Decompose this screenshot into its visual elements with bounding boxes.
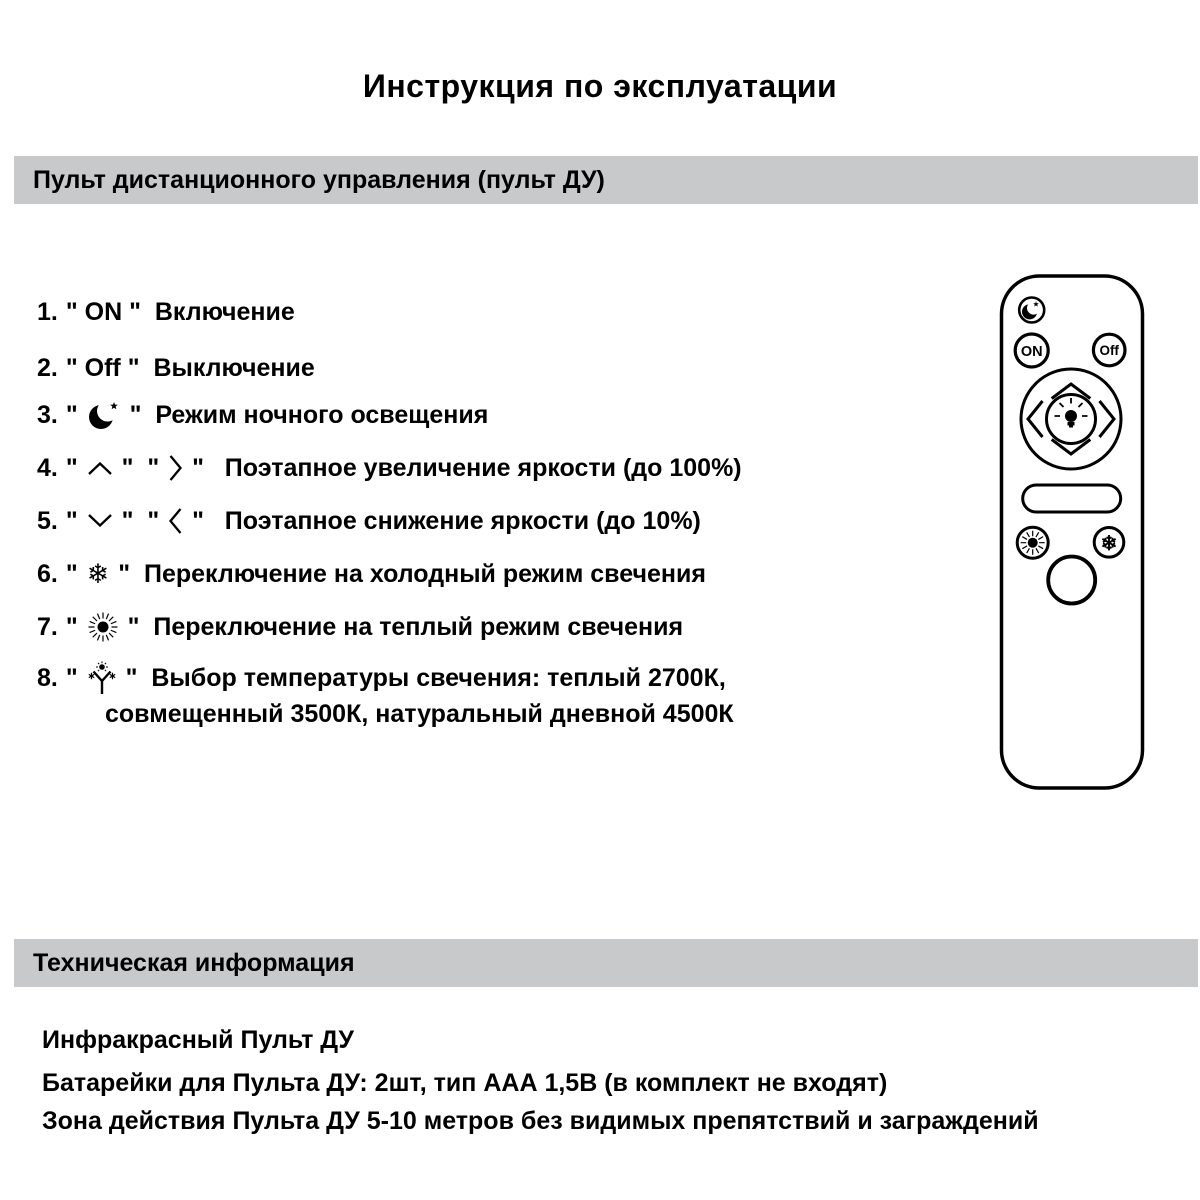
list-item-2 [37, 352, 315, 384]
snowflake-icon: ❄ [1100, 532, 1118, 555]
list-item-text: " ON " Включение [65, 297, 295, 326]
list-item-text: " Off " Выключение [65, 353, 315, 382]
list-item-text: " [65, 506, 85, 535]
warm-sun-icon [87, 611, 119, 643]
svg-text:ON: ON [1020, 344, 1043, 360]
list-item-text: " " [114, 506, 167, 535]
list-item-text: " Поэтапное увеличение яркости (до 100%) [185, 453, 742, 482]
list-item-number: 2. [37, 353, 58, 382]
list-item-text: " [65, 612, 85, 641]
list-item-text: " Поэтапное снижение яркости (до 10%) [185, 506, 701, 535]
list-item-6 [37, 558, 706, 590]
list-item-8 [37, 662, 734, 729]
list-item-text: " Переключение на теплый режим свечения [120, 612, 684, 641]
list-item-number: 3. [37, 400, 58, 429]
tech-info-line-1: Инфракрасный Пульт ДУ [42, 1026, 354, 1054]
list-item-text: " Режим ночного освещения [122, 400, 489, 429]
tech-info-line-3: Зона действия Пульта ДУ 5-10 метров без видимых препятствий и заграждений [42, 1107, 1039, 1135]
list-item-3 [37, 399, 488, 431]
remote-warm-mode-button [1017, 527, 1048, 558]
chevron-right-icon [168, 454, 183, 482]
list-item-number: 7. [37, 612, 58, 641]
section-header-tech [14, 939, 1198, 987]
tech-info-line-2: Батарейки для Пульта ДУ: 2шт, тип ААА 1,5В (в комплект не входят) [42, 1069, 888, 1097]
list-item-text: " [65, 559, 85, 588]
list-item-number: 1. [37, 297, 58, 326]
section-header-remote-label: Пульт дистанционного управления (пульт ДУ) [33, 165, 605, 194]
list-item-4 [37, 452, 742, 484]
list-item-text: " " [114, 453, 167, 482]
temp-select-icon [87, 661, 117, 695]
snowflake-icon: ❄ [86, 558, 110, 590]
list-item-number: 6. [37, 559, 58, 588]
list-item-text: " Переключение на холодный режим свечения [111, 559, 706, 588]
night-mode-icon [87, 399, 121, 431]
list-item-1 [37, 296, 295, 328]
page-title: Инструкция по эксплуатации [362, 68, 838, 104]
list-item-5 [37, 505, 701, 537]
chevron-down-icon [87, 513, 113, 529]
list-item-number: 4. [37, 453, 58, 482]
list-item-number: 8. [37, 663, 58, 692]
remote-control-illustration [993, 270, 1153, 800]
list-item-text: " [65, 663, 85, 692]
section-header-tech-label: Техническая информация [33, 948, 355, 977]
list-item-text-line2: совмещенный 3500К, натуральный дневной 4500К [105, 700, 734, 728]
chevron-left-icon [168, 507, 183, 535]
chevron-up-icon [87, 460, 113, 476]
list-item-number: 5. [37, 506, 58, 535]
list-item-text: " [65, 400, 85, 429]
list-item-text: " [65, 453, 85, 482]
svg-text:Off: Off [1099, 343, 1119, 358]
list-item-text: " Выбор температуры свечения: теплый 2700К, [118, 663, 726, 692]
list-item-7 [37, 611, 683, 643]
